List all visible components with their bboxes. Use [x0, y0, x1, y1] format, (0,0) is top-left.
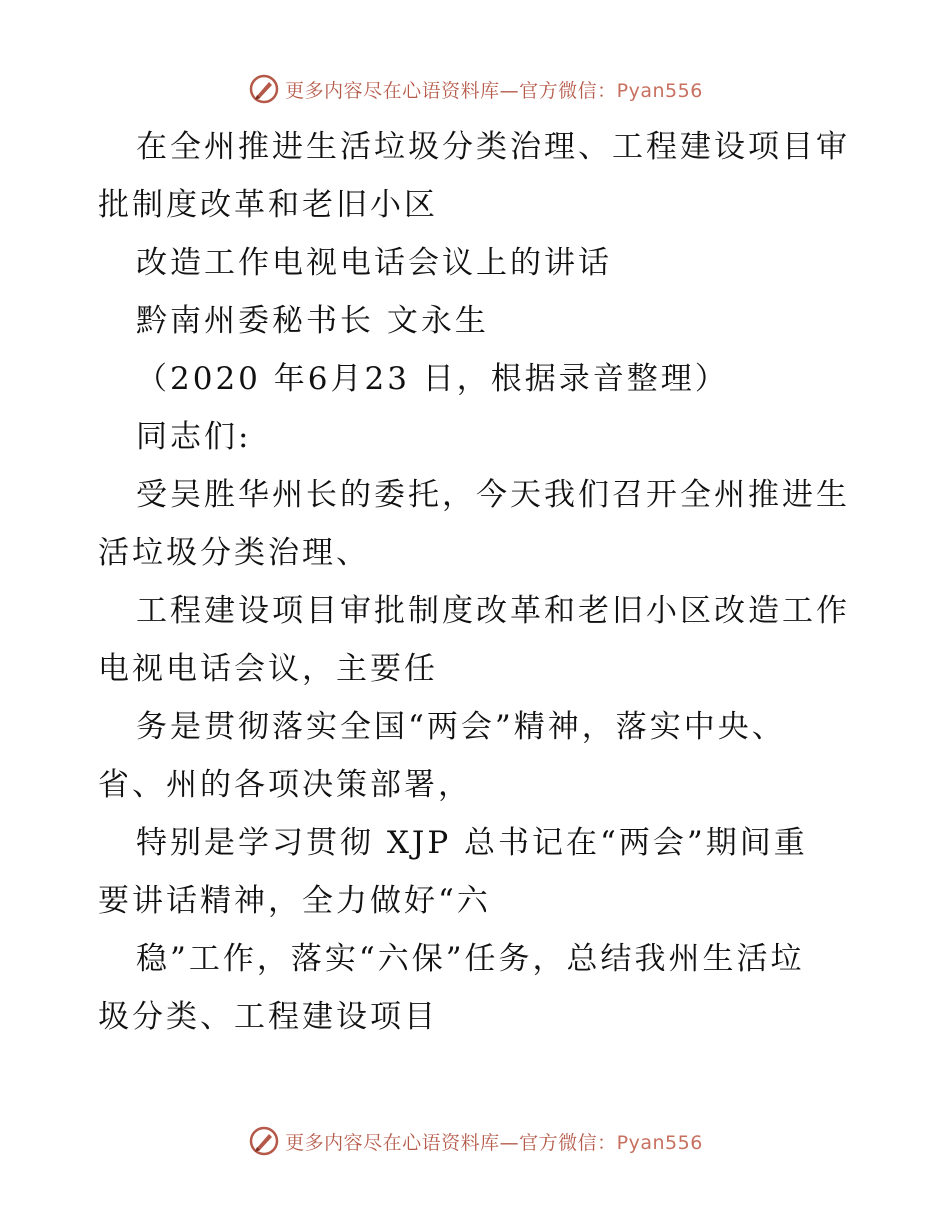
paragraph-line: 要讲话精神，全力做好“六: [98, 883, 491, 919]
watermark-cn: 更多内容尽在心语资料库—官方微信：: [285, 79, 617, 102]
paragraph-line: 黔南州委秘书长 文永生: [136, 303, 489, 339]
paragraph-line: 特别是学习贯彻 XJP 总书记在“两会”期间重: [136, 825, 808, 861]
paragraph-line: 工程建设项目审批制度改革和老旧小区改造工作: [136, 593, 850, 629]
footer-watermark: [0, 1124, 950, 1158]
watermark-wechat-id: Pyan556: [616, 79, 703, 102]
paragraph-line: 省、州的各项决策部署，: [98, 767, 472, 803]
paragraph-line: 稳”工作，落实“六保”任务，总结我州生活垃: [136, 941, 805, 977]
watermark-text: [285, 1128, 703, 1155]
paragraph-line: 在全州推进生活垃圾分类治理、工程建设项目审: [136, 129, 850, 165]
document-body: [98, 118, 858, 1046]
pen-circle-logo-icon: [247, 1124, 281, 1158]
watermark-text: [285, 76, 703, 103]
paragraph-line: 批制度改革和老旧小区: [98, 187, 438, 223]
paragraph-line: 电视电话会议，主要任: [98, 651, 438, 687]
watermark-cn: 更多内容尽在心语资料库—官方微信：: [285, 1131, 617, 1154]
paragraph-line: 改造工作电视电话会议上的讲话: [136, 245, 612, 281]
paragraph-line: 圾分类、工程建设项目: [98, 999, 438, 1035]
header-watermark: [0, 72, 950, 106]
watermark-wechat-id: Pyan556: [616, 1131, 703, 1154]
paragraph-line: 同志们:: [136, 419, 252, 455]
paragraph-line: 务是贯彻落实全国“两会”精神，落实中央、: [136, 709, 786, 745]
pen-circle-logo-icon: [247, 72, 281, 106]
paragraph-line: （2020 年6月23 日，根据录音整理）: [136, 361, 729, 397]
paragraph-line: 受吴胜华州长的委托，今天我们召开全州推进生: [136, 477, 850, 513]
paragraph-line: 活垃圾分类治理、: [98, 535, 370, 571]
